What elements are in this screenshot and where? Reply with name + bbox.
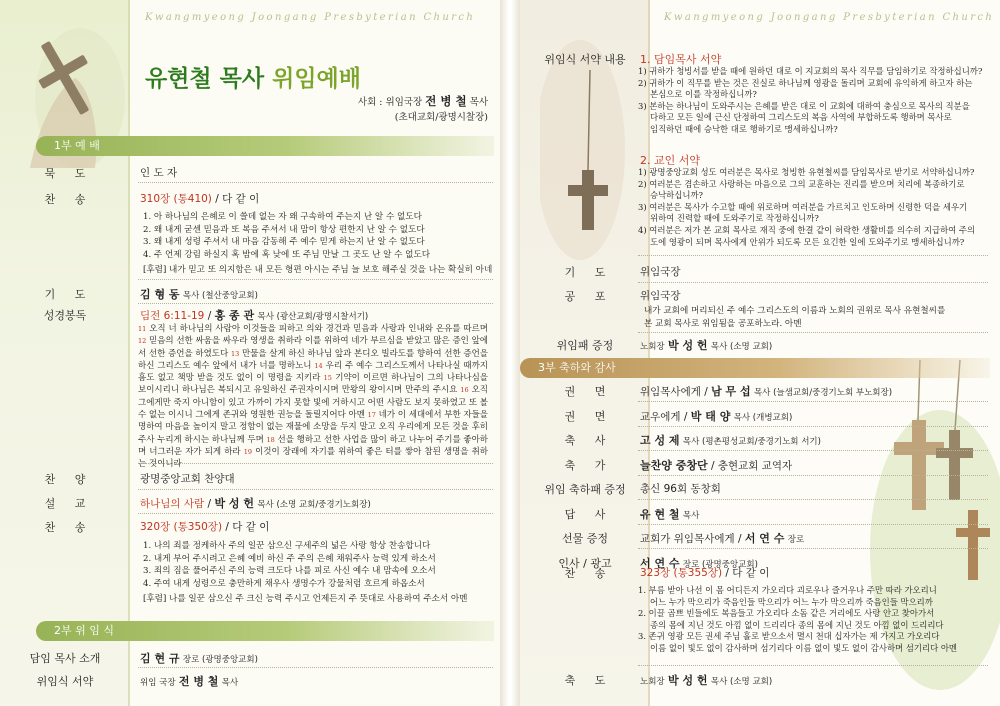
sermon-label: 설 교 <box>44 497 94 510</box>
plaque-value <box>640 337 772 353</box>
right-page <box>520 0 1000 706</box>
verse-number: 18 <box>266 435 275 444</box>
oath1-title: 1. 담임목사 서약 <box>640 53 722 66</box>
program-value <box>640 432 821 448</box>
anthem-label: 찬 양 <box>44 473 94 486</box>
proclaim-value: 위임국장 <box>640 290 681 302</box>
program-value <box>640 383 892 399</box>
benediction-label: 축 도 <box>564 674 614 687</box>
title-pastor: 유현철 목사 <box>145 66 265 92</box>
hymn3-lyrics <box>638 585 957 655</box>
part1-heading: 1부 예 배 <box>36 136 494 156</box>
plaque-label: 위임패 증정 <box>556 339 614 352</box>
lyric-refrain: [후렴] 나를 일꾼 삼으신 주 크신 능력 주시고 언제든지 주 뜻대로 사용하여 주소서 아멘 <box>143 594 468 605</box>
sermon-title: 하나님의 사람 <box>140 498 205 510</box>
program-value <box>640 506 699 522</box>
program-label: 축 가 <box>564 458 614 472</box>
hymn3-singer: 다 같 이 <box>732 567 770 579</box>
prayer-affiliation: 목사 (철산중앙교회) <box>182 291 258 301</box>
verse-text: 이것이 장래에 자기를 위하여 좋은 터를 쌓아 참된 생명을 취하는 것이니라 <box>138 446 488 470</box>
prayer-value <box>140 286 258 302</box>
divider <box>638 475 988 476</box>
oath2-title: 2. 교인 서약 <box>640 154 700 167</box>
hymn3-label: 찬 송 <box>564 567 614 580</box>
oath-line: 임직하던 때에 승낙한 대로 행하기로 맹세하십니까? <box>650 123 838 134</box>
divider <box>638 450 988 451</box>
verse-text: 선을 행하고 선한 사업을 많이 하고 나누어 주기를 좋아하며 너그러운 자가 되게 하라 <box>138 434 489 457</box>
part3-heading: 3부 축하와 감사 <box>520 358 990 378</box>
divider <box>138 279 493 280</box>
prayer2-label: 기 도 <box>564 266 614 279</box>
preacher-affiliation: 목사 (소명 교회/중경기노회장) <box>257 500 371 510</box>
divider <box>138 667 493 668</box>
church-header: Kwangmyeong Joongang Presbyterian Church <box>145 12 476 23</box>
oath-line: 1) 귀하가 청빙서를 받을 때에 원하던 대로 이 지교회의 목사 직무를 담임하기로 작정하십니까? <box>638 66 983 76</box>
hymn2-label: 찬 송 <box>44 521 94 534</box>
program-label: 답 사 <box>564 507 614 521</box>
verse-number: 12 <box>138 337 147 346</box>
oath-row-name: 전 병 철 <box>178 675 219 688</box>
intro-label: 담임 목사 소개 <box>29 652 101 665</box>
plaque-affiliation: 목사 (소명 교회) <box>710 342 773 352</box>
program-affiliation: 목사 (개병교회) <box>733 412 793 423</box>
benediction-name: 박 성 헌 <box>667 674 708 687</box>
program-name: 남 무 섭 <box>711 385 751 398</box>
verse-number: 11 <box>138 325 147 333</box>
page-title <box>145 60 361 93</box>
program-text: 총신 96회 동창회 <box>640 483 721 495</box>
verse-text: 만물을 살게 하신 하나님 앞과 본디오 빌라도를 향하여 선한 증언을 하신 그리스도 예수 앞에서 내가 너를 명하노니 <box>138 348 489 371</box>
program-value <box>640 408 792 424</box>
oath-row-prefix: 위임 국장 <box>140 678 176 688</box>
verse-text: 우리 주 예수 그리스도께서 나타나실 때까지 흠도 없고 책망 받을 것도 없이 이 명령을 지키라 <box>138 360 488 384</box>
mukdo-value: 인 도 자 <box>140 167 178 179</box>
oath-line: 본심으로 이를 작정하십니까? <box>650 89 757 100</box>
oath-line: 승낙하십니까? <box>650 190 704 201</box>
divider <box>138 489 493 490</box>
church-header: Kwangmyeong Joongang Presbyterian Church <box>664 12 995 23</box>
sermon-value <box>140 495 371 511</box>
lyric-line: 1. 아 하나님의 은혜로 이 쓸데 없는 자 왜 구속하여 주는지 난 알 수 없도다 <box>143 212 422 222</box>
hymn2-singer: 다 같 이 <box>232 521 270 533</box>
divider <box>638 255 988 256</box>
divider <box>138 303 493 304</box>
lyric-line: 2. 내게 부어 주시려고 은혜 예비 하신 주 주의 은혜 채워주사 능력 있게 하소서 <box>143 553 436 564</box>
program-affiliation: 목사 (평촌평성교회/중경기노회 서기) <box>682 437 821 447</box>
oath1-text <box>638 66 982 136</box>
oath-line: 위하여 진력할 때에 도와주기로 작정하십니까? <box>650 213 819 224</box>
reading-label: 성경봉독 <box>43 309 87 322</box>
lyric-line: 1. 부름 받아 나선 이 몸 어디든지 가오리다 괴로우나 즐거우나 주만 따라 가오리니 <box>638 585 937 595</box>
oath-content-label: 위임식 서약 내용 <box>544 53 626 66</box>
reading-ref: 딤전 6:11-19 <box>140 310 205 322</box>
hymn1-singer: 다 같 이 <box>222 193 260 205</box>
program-label: 인사 / 광고 <box>558 556 612 570</box>
separator: / <box>207 310 212 322</box>
program-name: 서 연 수 <box>640 556 680 570</box>
verse-text: 오직 그에게만 죽지 아니함이 있고 가까이 가지 못할 빛에 거하시고 어떤 사람도 보지 못하였고 또 볼 수 없는 이시니 그에게 존귀와 영원한 권능을 돌릴지어다 아멘 <box>138 385 488 421</box>
reader-name: 홍 종 관 <box>214 309 255 322</box>
program-name: 유 현 철 <box>640 507 680 521</box>
oath-line: 3) 여러분은 목사가 수고할 때에 위로하며 여러분을 가르치고 인도하며 신령한 덕을 세우기 <box>638 201 968 212</box>
presider-suffix: 목사 <box>469 97 488 108</box>
lyric-line: 이름 없이 빛도 없이 감사하며 섬기리다 이름 없이 빛도 없이 감사하며 섬기리다 아멘 <box>650 642 958 653</box>
oath-line: 2) 귀하가 이 직무를 받는 것은 진실로 하나님께 영광을 돌리며 교회에 유익하게 하고자 하는 <box>638 77 973 88</box>
hymn2-value <box>140 519 269 534</box>
separator: / <box>207 498 212 510</box>
oath-line: 4) 여러분은 저가 본 교회 목사로 재직 중에 한결 같이 허락한 생활비를 의수히 지급하여 주의 <box>638 224 976 235</box>
program-affiliation: 목사 (늘샘교회/중경기노회 부노회장) <box>753 388 893 398</box>
divider <box>638 426 988 427</box>
oath2-text <box>638 167 975 248</box>
scripture-text <box>138 323 488 471</box>
verse-text: 네가 이 세대에서 부한 자들을 명하여 마음을 높이지 말고 정함이 없는 재물에 소망을 두지 말고 오직 우리에게 모든 것을 후히 주사 누리게 하시는 하나님께 두며 <box>138 410 489 445</box>
lyric-line: 4. 주여 내게 성령으로 충만하게 채우사 생명수가 강물처럼 흐르게 하옵소서 <box>143 578 425 589</box>
hymn2-number: 320장 (통350장) <box>140 521 223 533</box>
lyric-line: 1. 나의 죄를 정케하사 주의 일꾼 삼으신 구세주의 넓은 사랑 항상 찬송합니다 <box>143 541 431 551</box>
program-label: 축 사 <box>564 434 614 447</box>
oath-line: 다하고 모든 일에 근신 단정하여 그리스도의 복음 사역에 부합하도록 행하며 목사로 <box>650 112 952 123</box>
program-affiliation: 장로 (광명중앙교회) <box>682 559 758 570</box>
divider <box>638 282 988 283</box>
page-gutter <box>500 0 520 706</box>
divider <box>638 524 988 525</box>
verse-text: 기약이 이르면 하나님이 그의 나타나심을 보이시리니 하나님은 복되시고 유일하신 주권자이시며 만왕의 왕이시며 만주의 주시요 <box>138 373 488 396</box>
presider-name: 전 병 철 <box>425 94 467 108</box>
benediction-affiliation: 목사 (소명 교회) <box>710 677 773 687</box>
lyric-line: 2. 왜 내게 굳센 믿음과 또 복음 주셔서 내 맘이 항상 편한지 난 알 수 없도다 <box>143 224 425 235</box>
lyric-line: 4. 주 언제 강림 하실지 혹 밤에 혹 낮에 또 주님 만날 그 곳도 난 알 수 없도다 <box>143 249 431 260</box>
presider <box>358 94 488 125</box>
hymn2-lyrics <box>143 540 467 606</box>
hymn1-value <box>140 191 259 206</box>
lyric-line: 어느 누가 막으리가 죽음인들 막으리가 어느 누가 막으리까 죽음인들 막으리까 <box>650 596 933 607</box>
reader-affiliation: 목사 (광산교회/광명시찰서기) <box>257 312 369 322</box>
program-label: 권 면 <box>564 409 614 423</box>
program-name: 서 연 수 <box>744 532 785 545</box>
divider <box>638 401 988 402</box>
benediction-value <box>640 672 772 688</box>
proclaim-line: 본 교회 목사로 위임됨을 공포하노라. 아멘 <box>644 318 802 329</box>
verse-text: 믿음의 선한 싸움을 싸우라 영생을 취하라 이를 위하여 네가 부르심을 받았고 많은 증인 앞에서 선한 증언을 하였도다 <box>138 336 489 359</box>
divider <box>138 513 493 514</box>
program-value <box>640 457 792 473</box>
lyric-line: 종의 몸에 지닌 것도 아낌 없이 드리리다 종의 몸에 지닌 것도 아낌 없이 드리리다 <box>650 619 944 630</box>
proclaim-label: 공 포 <box>564 290 614 303</box>
plaque-prefix: 노회장 <box>640 342 665 352</box>
program-label: 선물 증정 <box>561 532 608 545</box>
separator: / <box>725 567 729 579</box>
verse-text: 오직 너 하나님의 사람아 이것들을 피하고 의와 경건과 믿음과 사랑과 인내와 온유를 따르며 <box>149 324 489 334</box>
program-affiliation: 목사 <box>682 510 700 521</box>
program-affiliation: 장로 <box>787 535 805 545</box>
oath-line: 1) 광명중앙교회 성도 여러분은 목사로 청빙한 유현철씨를 담임목사로 받기로 서약하십니까? <box>638 167 975 177</box>
plaque-name: 박 성 헌 <box>667 339 708 352</box>
prayer2-value: 위임국장 <box>640 266 681 278</box>
title-service: 위임예배 <box>272 66 361 92</box>
hymn1-lyrics <box>143 211 492 277</box>
divider <box>138 463 493 464</box>
proclaim-line: 내가 교회에 머리되신 주 예수 그리스도의 이름과 노회의 권위로 목사 유현철씨를 <box>644 306 946 316</box>
oath-line: 도에 영광이 되며 목사에게 안위가 되도록 모든 요긴한 일에 도와주기로 맹세하십니까? <box>650 236 965 247</box>
divider <box>638 665 988 666</box>
verse-number: 15 <box>323 374 332 383</box>
lyric-line: 3. 왜 내게 성령 주셔서 내 마음 감동해 주 예수 믿게 하는지 난 알 수 없도다 <box>143 237 425 248</box>
program-name: 늘찬양 중창단 <box>640 458 708 472</box>
prayer-label: 기 도 <box>44 288 94 301</box>
separator: / <box>215 193 219 205</box>
preacher-name: 박 성 헌 <box>214 497 254 510</box>
anthem-value: 광명중앙교회 찬양대 <box>140 473 235 485</box>
mukdo-label: 묵 도 <box>44 167 94 180</box>
benediction-prefix: 노회장 <box>640 677 665 687</box>
verse-number: 14 <box>314 361 323 370</box>
lyric-line: 3. 존귀 영광 모든 권세 주님 홀로 받으소서 멸시 천대 십자가는 제 가지고 가오리다 <box>638 631 940 642</box>
verse-number: 16 <box>460 386 469 395</box>
lyric-line: 3. 죄의 짐을 풀어주신 주의 능력 크도다 나를 피로 사신 예수 내 맘속에 오소서 <box>143 566 436 577</box>
hymn3-value <box>640 565 769 580</box>
reading-value <box>140 307 368 323</box>
hymn3-number: 323장 (통355장) <box>640 567 723 579</box>
presider-affiliation: (초대교회/광명시찰장) <box>394 112 488 123</box>
rosary-cross-image <box>540 30 650 290</box>
program-name: 박 태 양 <box>690 409 731 423</box>
verse-number: 17 <box>367 411 376 420</box>
oath-line: 3) 본하는 하나님이 도와주시는 은혜를 받은 대로 이 교회에 대하여 충심으로 목사의 직분을 <box>638 100 970 111</box>
oath-row-suffix: 목사 <box>221 678 239 688</box>
intro-affiliation: 장로 (광명중앙교회) <box>182 655 258 665</box>
program-text: 교회가 위임목사에게 / <box>640 533 745 545</box>
verse-number: 19 <box>243 447 252 456</box>
part2-heading: 2부 위 임 식 <box>36 621 494 641</box>
program-label: 권 면 <box>564 385 614 398</box>
program-value <box>640 530 804 546</box>
program-name: 고 성 제 <box>640 434 680 447</box>
hymn1-label: 찬 송 <box>44 193 94 206</box>
divider <box>638 548 988 549</box>
lyric-refrain: [후렴] 내가 믿고 또 의지함은 내 모든 형편 아시는 주님 늘 보호 해주실 것을 나는 확실히 아네 <box>143 265 493 276</box>
verse-number: 13 <box>230 349 240 358</box>
intro-name: 김 현 규 <box>140 652 180 665</box>
intro-value <box>140 650 258 666</box>
oath-row-value <box>140 673 238 689</box>
program-label: 위임 축하패 증정 <box>544 483 626 496</box>
oath-row-label: 위임식 서약 <box>36 675 94 688</box>
divider <box>138 182 493 183</box>
program-tail: / 충현교회 교역자 <box>710 459 793 472</box>
oath-line: 2) 여러분은 겸손하고 사랑하는 마음으로 그의 교훈하는 진리를 받으며 치리에 복종하기로 <box>638 178 965 189</box>
separator: / <box>225 521 229 533</box>
lyric-line: 2. 이끌 곱쁘 빈들에도 복음들고 가오리다 소돔 같은 거리에도 사랑 안고 찾아가서 <box>638 608 935 619</box>
proclaim-text <box>644 305 945 330</box>
divider <box>638 332 988 333</box>
program-text: 위임목사에게 / <box>640 386 712 398</box>
hymn1-number: 310장 (통410) <box>140 193 212 205</box>
divider <box>638 499 988 500</box>
program-value <box>640 481 721 496</box>
presider-prefix: 사회 : 위임국장 <box>357 97 423 108</box>
prayer-name: 김 형 동 <box>140 288 180 301</box>
program-text: 교우에게 / <box>640 410 691 423</box>
